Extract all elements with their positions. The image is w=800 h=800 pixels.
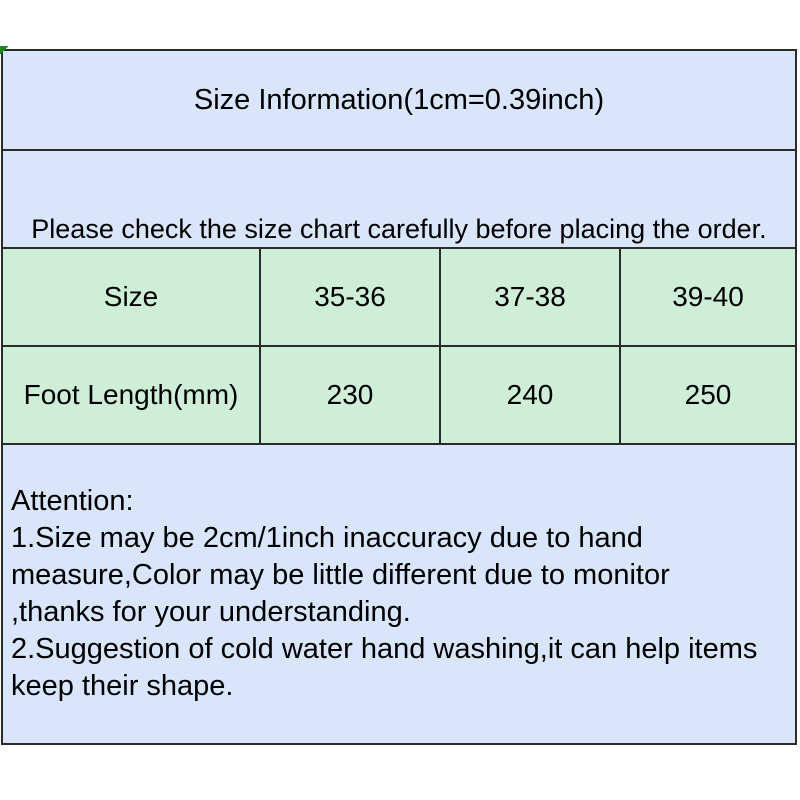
attention-line-1: 1.Size may be 2cm/1inch inaccuracy due to hand — [11, 522, 643, 554]
attention-line-5: keep their shape. — [11, 670, 234, 702]
size-row-label: Size — [3, 247, 259, 345]
foot-length-row-label: Foot Length(mm) — [3, 345, 259, 443]
size-value-1: 35-36 — [259, 247, 439, 345]
size-info-sheet — [1, 49, 797, 745]
attention-line-2: measure,Color may be little different due to monitor — [11, 559, 670, 591]
foot-length-value-1: 230 — [259, 345, 439, 443]
size-table — [3, 247, 795, 443]
attention-line-3: ,thanks for your understanding. — [11, 596, 411, 628]
notice-text: Please check the size chart carefully before placing the order. — [3, 149, 795, 247]
foot-length-value-3: 250 — [619, 345, 795, 443]
size-value-3: 39-40 — [619, 247, 795, 345]
attention-section — [3, 443, 795, 743]
foot-length-value-2: 240 — [439, 345, 619, 443]
corner-artifact-icon — [0, 46, 8, 54]
attention-line-4: 2.Suggestion of cold water hand washing,it can help items — [11, 633, 758, 665]
sheet-title: Size Information(1cm=0.39inch) — [3, 51, 795, 149]
size-value-2: 37-38 — [439, 247, 619, 345]
attention-heading: Attention: — [11, 485, 134, 517]
